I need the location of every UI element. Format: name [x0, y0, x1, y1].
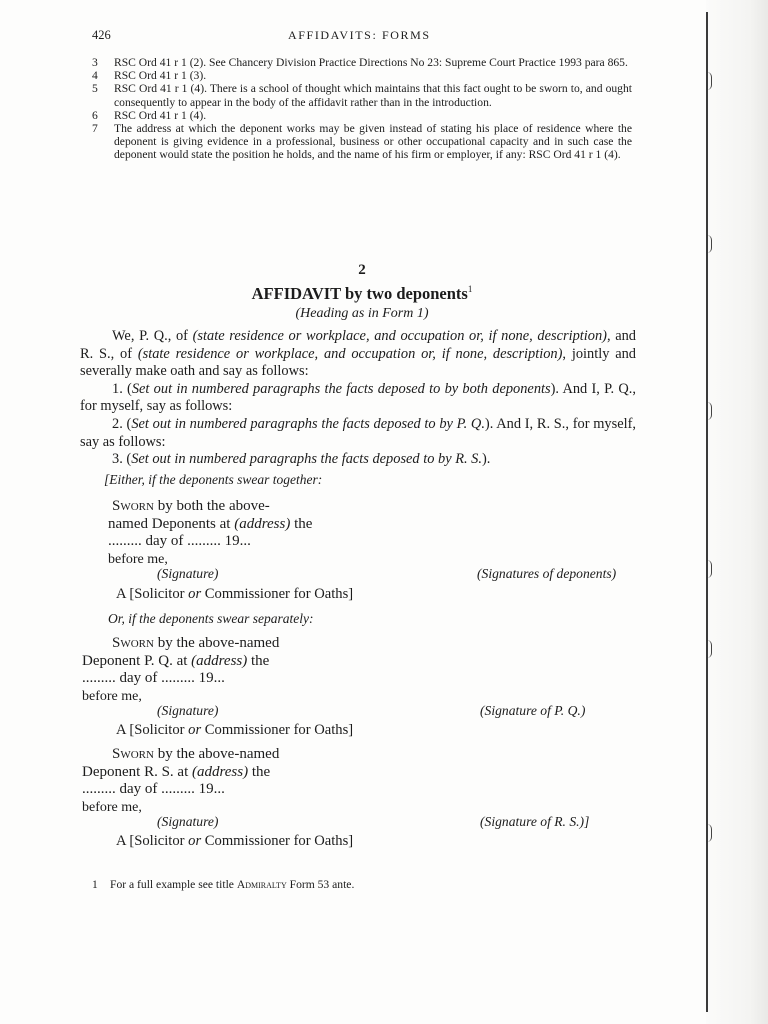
date-line: ......... day of ......... 19... [82, 781, 225, 798]
note-number: 6 [92, 108, 98, 122]
jurat-rs [82, 746, 280, 816]
address-placeholder: (address) [191, 652, 248, 669]
binding-edge-line [706, 12, 708, 1012]
running-title: AFFIDAVITS: FORMS [288, 28, 431, 42]
text-run: ). And I, P. Q., for myself, say as follows: [80, 380, 636, 415]
jurat-line: the [248, 763, 271, 780]
signature-rs: (Signature of R. S.)] [480, 814, 590, 829]
note-item [92, 56, 632, 69]
text-run: For a full example see title [110, 878, 237, 891]
jurat-line: the [290, 515, 313, 532]
commissioner-line [116, 833, 353, 850]
signature-commissioner: (Signature) [157, 814, 219, 829]
address-placeholder: (address) [192, 763, 249, 780]
form-title-text: AFFIDAVIT by two deponents [251, 284, 468, 303]
text-run-italic: Set out in numbered paragraphs the facts deposed to by both deponents [131, 380, 551, 397]
before-me: before me, [82, 799, 142, 815]
jurat-line: named Deponents at [108, 515, 235, 532]
text-run-italic: Set out in numbered paragraphs the facts deposed to by R. S. [131, 451, 482, 468]
note-number: 3 [92, 56, 98, 69]
text-run-italic: (state residence or workplace, and occupation or, if none, description) [137, 345, 563, 362]
signature-commissioner: (Signature) [157, 566, 219, 581]
sworn-word: Sworn [112, 746, 154, 762]
sworn-word: Sworn [112, 498, 154, 514]
jurat-line: by the above-named [153, 635, 280, 651]
edge-mark [707, 640, 712, 658]
note-text: RSC Ord 41 r 1 (4). [114, 108, 207, 122]
jurat-line: by the above-named [153, 746, 280, 762]
heading-note: (Heading as in Form 1) [295, 306, 429, 321]
text-run: A [Solicitor [116, 833, 189, 849]
text-run: A [Solicitor [116, 722, 189, 738]
text-run: Commissioner for Oaths] [201, 833, 354, 849]
text-run: Commissioner for Oaths] [201, 722, 354, 738]
edge-mark [707, 402, 712, 420]
or-instruction: Or, if the deponents swear separately: [108, 611, 314, 626]
affidavit-body [80, 328, 636, 469]
note-item [92, 122, 632, 162]
date-line: ......... day of ......... 19... [82, 670, 225, 687]
text-run: ). [481, 451, 491, 468]
endnotes [92, 56, 632, 162]
jurat-line: Deponent R. S. at [82, 763, 192, 780]
text-run: 3. ( [112, 451, 132, 468]
text-run: We, P. Q., of [112, 328, 193, 344]
text-run-italic: or [188, 833, 202, 849]
note-item [92, 109, 632, 122]
jurat-joint [108, 498, 313, 568]
sworn-word: Sworn [112, 635, 154, 651]
paragraph-1 [80, 381, 636, 416]
jurat-line: the [247, 652, 270, 669]
note-number: 4 [92, 69, 98, 83]
commissioner-line [116, 586, 353, 603]
text-run-italic: (state residence or workplace, and occupation or, if none, description) [192, 328, 607, 344]
jurat-pq [82, 635, 280, 705]
footnote-ref: 1 [467, 284, 473, 294]
footnote [92, 878, 354, 891]
text-run-smallcaps: Admiralty [236, 878, 287, 891]
jurat-line: by both the above- [153, 498, 270, 514]
before-me: before me, [108, 551, 168, 567]
text-run: 1. ( [112, 380, 132, 397]
text-run-italic: or [188, 586, 202, 602]
text-run: , and R. S., of [80, 328, 636, 362]
page-edge-shadow [706, 0, 768, 1024]
form-title [92, 284, 632, 304]
paragraph-2 [80, 416, 636, 451]
paragraph-3 [80, 451, 636, 469]
edge-mark [707, 824, 712, 842]
note-text: RSC Ord 41 r 1 (2). See Chancery Division Practice Directions No 23: Supreme Court Practice 1993 para 865. [114, 56, 628, 69]
signature-deponents: (Signatures of deponents) [477, 566, 617, 581]
text-run: ). And I, R. S., for myself, say as follows: [80, 415, 637, 450]
edge-mark [707, 72, 712, 90]
note-text: RSC Ord 41 r 1 (3). [114, 69, 207, 83]
text-run-italic: Set out in numbered paragraphs the facts deposed to by P. Q. [131, 415, 485, 432]
text-run: A [Solicitor [116, 586, 189, 602]
signature-pq: (Signature of P. Q.) [480, 703, 586, 718]
note-item [92, 82, 632, 108]
note-text: RSC Ord 41 r 1 (4). There is a school of thought which maintains that this fact ought to be sworn to, and ought consequently to appear in the body of the affidavit rather than in the introduction. [114, 82, 632, 109]
address-placeholder: (address) [234, 515, 291, 532]
text-run: 2. ( [112, 415, 132, 432]
edge-mark [707, 560, 712, 578]
date-line: ......... day of ......... 19... [108, 533, 251, 550]
footnote-number: 1 [92, 878, 98, 891]
note-number: 7 [92, 122, 98, 136]
note-number: 5 [92, 82, 98, 96]
signature-commissioner: (Signature) [157, 703, 219, 718]
text-run: Commissioner for Oaths] [201, 586, 354, 602]
text-run: , jointly and severally make oath and say as follows: [80, 345, 636, 380]
either-instruction: [Either, if the deponents swear together: [104, 472, 323, 487]
text-run: Form 53 ante. [286, 878, 355, 891]
note-text: The address at which the deponent works may be given instead of stating his place of residence where the deponent is giving evidence in a professional, business or other occupational capacity and in such case the deponent would state the position he holds, and the name of his firm or employer, if any: RSC Ord 41 r 1 (4). [114, 122, 632, 162]
note-item [92, 69, 632, 82]
commissioner-line [116, 722, 353, 739]
jurat-line: Deponent P. Q. at [82, 652, 192, 669]
before-me: before me, [82, 688, 142, 704]
edge-mark [707, 235, 712, 253]
paragraph-intro [80, 328, 636, 381]
form-number: 2 [358, 262, 366, 278]
page-number: 426 [92, 28, 111, 42]
text-run-italic: or [188, 722, 202, 738]
